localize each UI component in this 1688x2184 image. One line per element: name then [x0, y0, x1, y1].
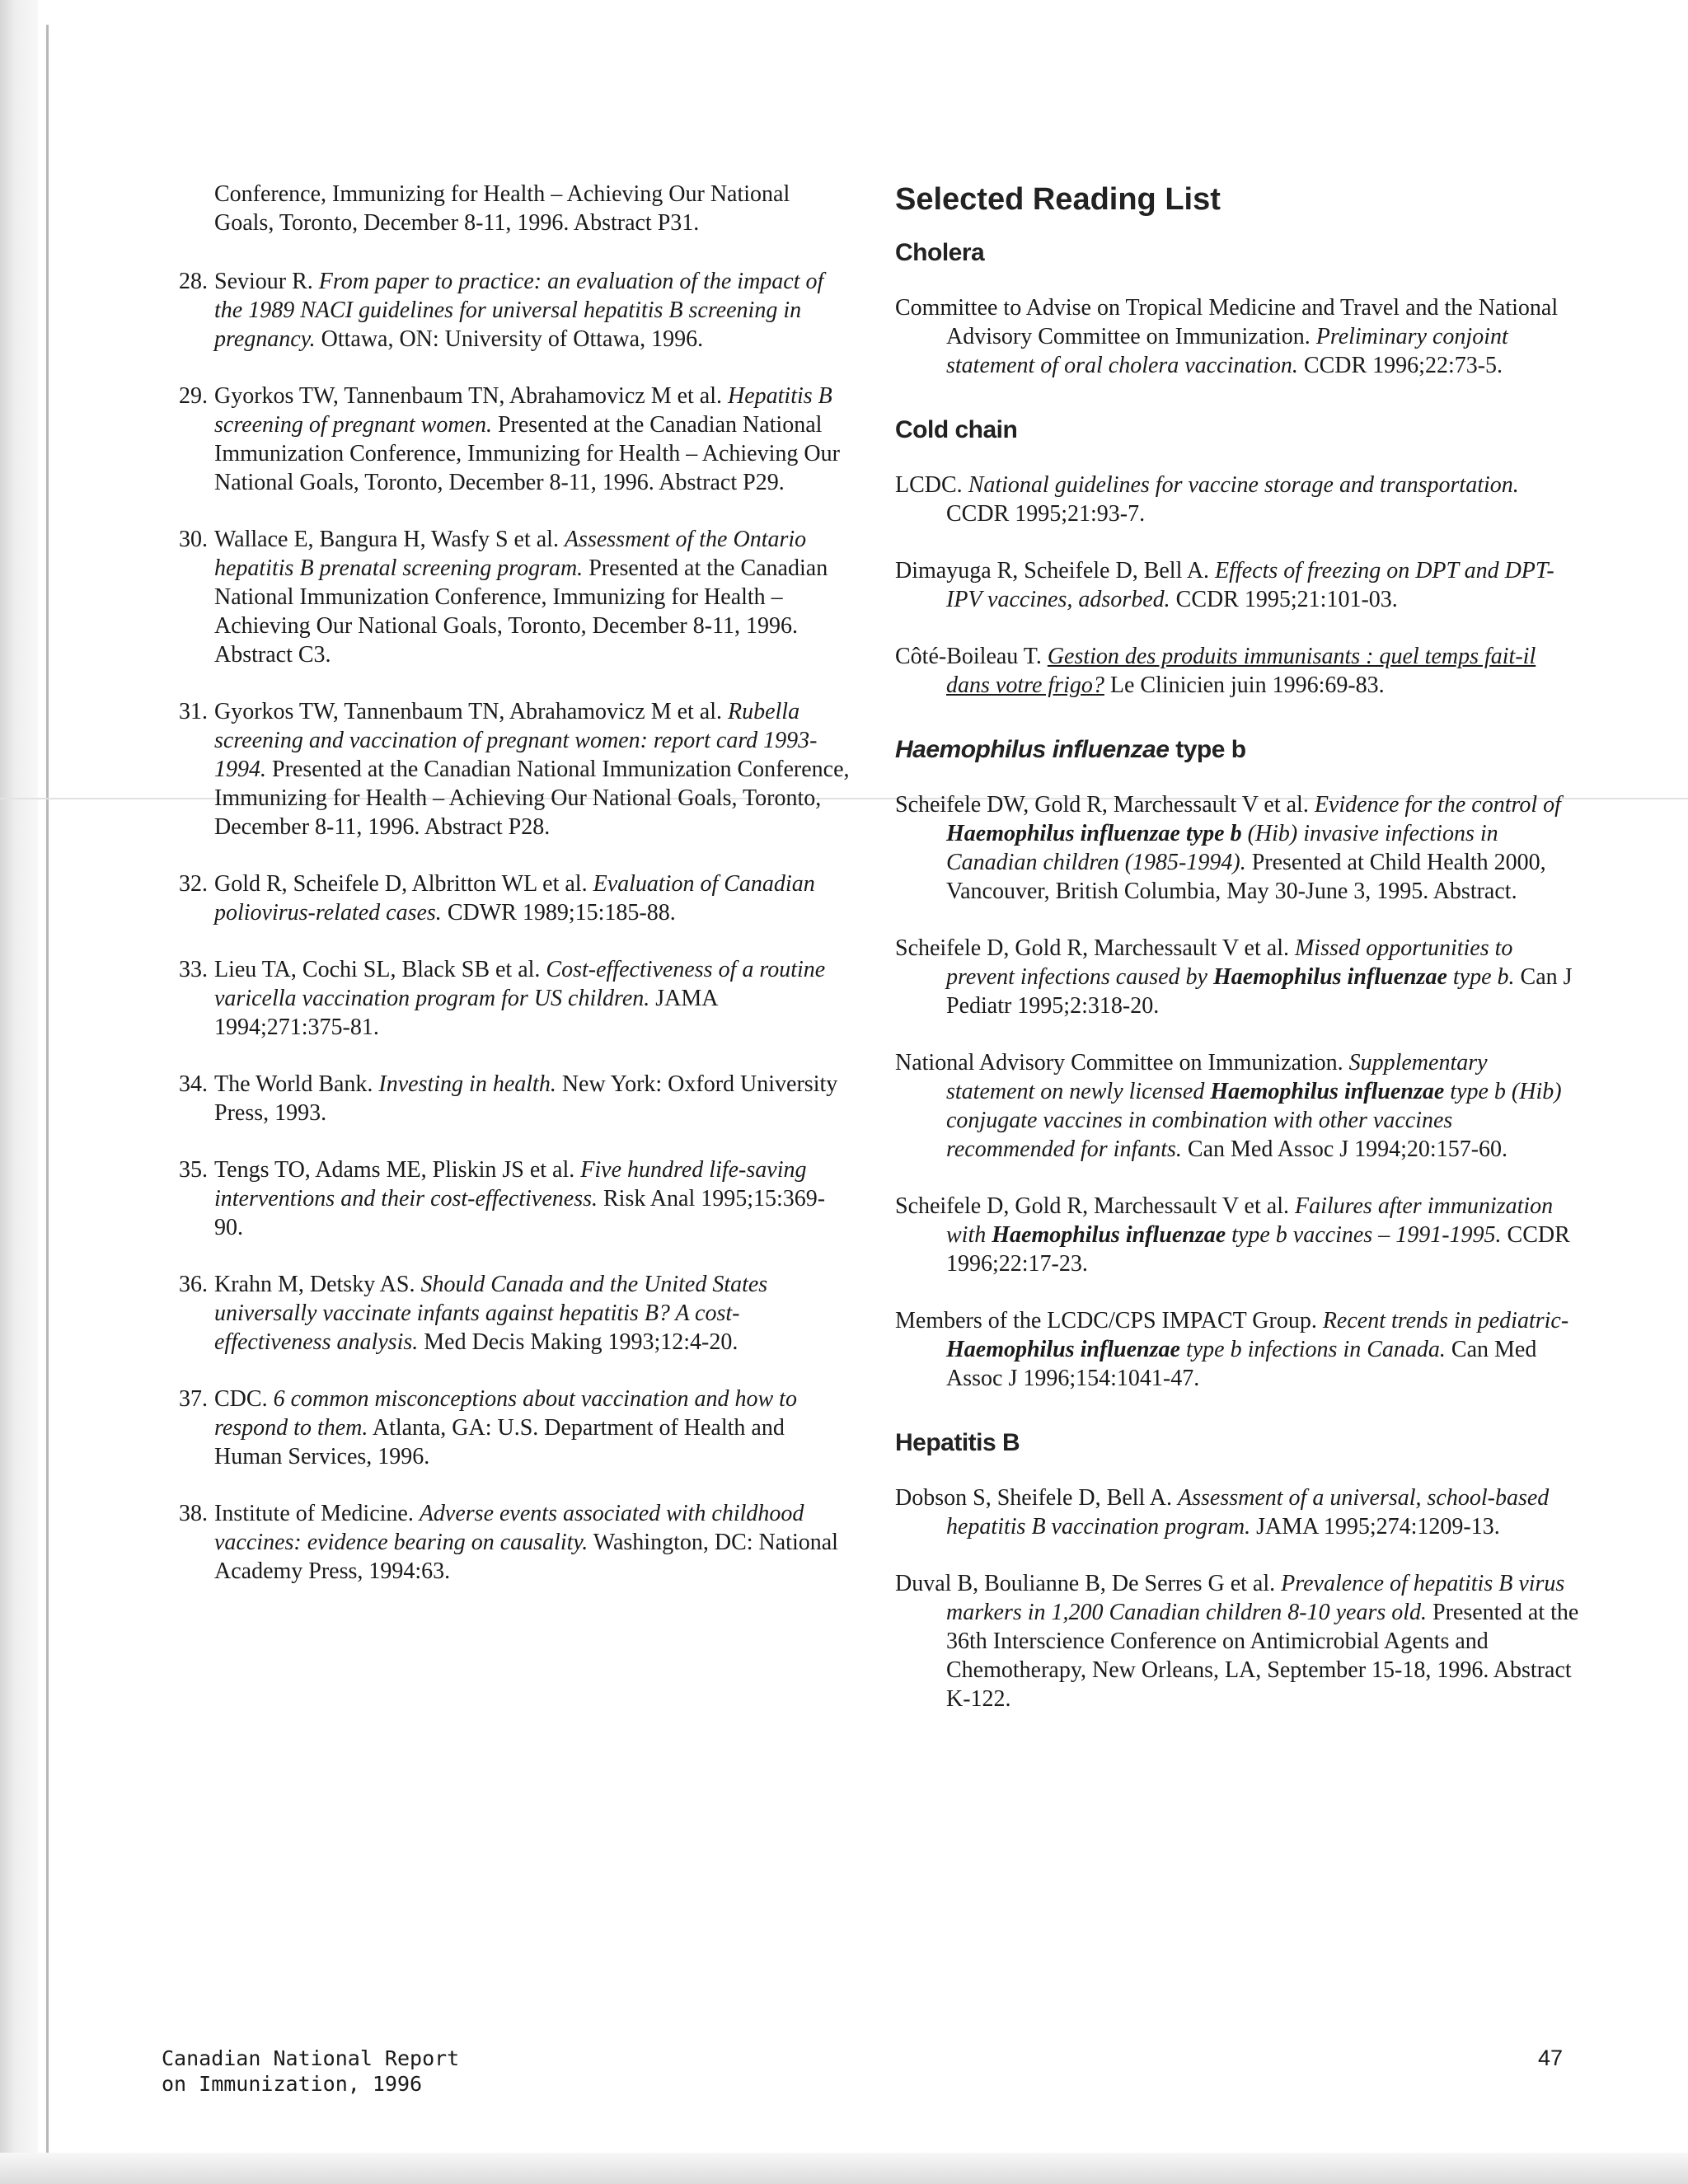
reference-source: New York: Oxford University Press, 1993. [214, 1071, 838, 1126]
reference-source: Presented at the Canadian National Immunization Conference, Immunizing for Health – Achieving Our National Goals, Toronto, December 8-11, 1996. Abstract P28. [214, 757, 850, 840]
reference-title: 6 common misconceptions about vaccination and how to respond to them. [214, 1386, 797, 1441]
reference-authors: Wallace E, Bangura H, Wasfy S et al. [214, 527, 565, 552]
reading-list-column [895, 180, 1579, 1741]
entry-title: Missed opportunities to prevent infections caused by [946, 935, 1513, 990]
page-number: 47 [1538, 2046, 1564, 2070]
entry-title-end: type b vaccines – 1991-1995. [1226, 1222, 1502, 1248]
reading-entry [895, 1306, 1579, 1393]
entry-title: Evidence for the control of [1314, 792, 1561, 818]
entry-authors: LCDC. [895, 472, 968, 498]
reference-title: From paper to practice: an evaluation of the impact of the 1989 NACI guidelines for universal hepatitis B screening in pregnancy. [214, 269, 824, 352]
reference-item [175, 1385, 851, 1471]
reference-number: 34 . [162, 1070, 208, 1099]
entry-organism: Haemophilus influenzae type b [946, 821, 1242, 846]
reference-number: 29 . [162, 382, 208, 410]
entry-title: Recent trends in pediatric- [1322, 1308, 1569, 1333]
reference-source: Atlanta, GA: U.S. Department of Health and Human Services, 1996. [214, 1415, 785, 1469]
entry-authors: Scheifele D, Gold R, Marchessault V et al. [895, 1193, 1295, 1219]
reference-authors: Lieu TA, Cochi SL, Black SB et al. [214, 957, 546, 982]
entry-authors: Scheifele D, Gold R, Marchessault V et al. [895, 935, 1295, 961]
reading-entry [895, 471, 1579, 528]
entry-title: Supplementary statement on newly licensed [946, 1050, 1488, 1104]
reference-title: Evaluation of Canadian poliovirus-related cases. [214, 871, 815, 926]
reading-entry [895, 293, 1579, 380]
references-column [175, 180, 851, 1614]
scan-shadow-bottom [0, 2153, 1688, 2184]
entry-authors: Dimayuga R, Scheifele D, Bell A. [895, 558, 1216, 583]
reference-authors: Gold R, Scheifele D, Albritton WL et al. [214, 871, 593, 897]
entry-authors: Côté-Boileau T. [895, 644, 1048, 669]
reference-title: Assessment of the Ontario hepatitis B prenatal screening program. [214, 527, 807, 581]
entry-source: CCDR 1996;22:73-5. [1297, 353, 1503, 378]
entry-source: Can Med Assoc J 1994;20:157-60. [1181, 1137, 1508, 1162]
entry-source: Presented at the 36th Interscience Conference on Antimicrobial Agents and Chemotherapy, New Orleans, LA, September 15-18, 1996. Abstract K-122. [946, 1600, 1579, 1712]
entry-title: Preliminary conjoint statement of oral cholera vaccination. [946, 324, 1508, 378]
reference-number: 35 . [162, 1155, 208, 1184]
reference-item [175, 382, 851, 497]
entry-source: JAMA 1995;274:1209-13. [1250, 1514, 1500, 1540]
reference-item [175, 525, 851, 669]
reference-number: 30 . [162, 525, 208, 554]
reference-item [175, 1270, 851, 1357]
reading-entry [895, 790, 1579, 906]
reference-title: Adverse events associated with childhood vaccines: evidence bearing on causality. [214, 1501, 804, 1555]
reference-number: 38 . [162, 1499, 208, 1528]
section-heading-cholera: Cholera [895, 239, 985, 266]
entry-source: CCDR 1995;21:93-7. [946, 501, 1146, 527]
entry-title: Prevalence of hepatitis B virus markers in 1,200 Canadian children 8-10 years old. [946, 1571, 1565, 1625]
reference-item [175, 869, 851, 927]
reading-entry [895, 556, 1579, 614]
reference-title: Five hundred life-saving interventions and their cost-effectiveness. [214, 1157, 807, 1212]
section-heading-organism: Haemophilus influenzae [895, 736, 1170, 763]
entry-title-end: type b infections in Canada. [1179, 1337, 1446, 1362]
reference-source: Presented at the Canadian National Immunization Conference, Immunizing for Health – Achieving Our National Goals, Toronto, December 8-11, 1996. Abstract P29. [214, 412, 840, 495]
reference-number: 28 . [162, 267, 208, 296]
entry-source: Can J Pediatr 1995;2:318-20. [946, 964, 1573, 1019]
reference-authors: Gyorkos TW, Tannenbaum TN, Abrahamovicz M et al. [214, 699, 728, 724]
scan-shadow-left [0, 0, 38, 2184]
entry-source: Can Med Assoc J 1996;154:1041-47. [946, 1337, 1537, 1391]
reference-title: Hepatitis B screening of pregnant women. [214, 383, 832, 438]
entry-title: National guidelines for vaccine storage and transportation. [968, 472, 1519, 498]
entry-title: Failures after immunization with [946, 1193, 1554, 1248]
reference-source: JAMA 1994;271:375-81. [214, 986, 717, 1040]
entry-organism: Haemophilus influenzae [1212, 964, 1447, 990]
entry-organism: Haemophilus influenzae [1210, 1079, 1445, 1104]
reference-number: 32 . [162, 869, 208, 898]
reference-number: 33 . [162, 955, 208, 984]
entry-title-end: (Hib) invasive infections in Canadian children (1985-1994). [946, 821, 1498, 875]
entry-authors: Duval B, Boulianne B, De Serres G et al. [895, 1571, 1282, 1596]
reading-entry [895, 642, 1579, 700]
reference-authors: CDC. [214, 1386, 274, 1412]
reference-item [175, 267, 851, 354]
entry-organism: Haemophilus influenzae [992, 1222, 1226, 1248]
entry-source: Le Clinicien juin 1996:69-83. [1104, 673, 1385, 698]
entry-source: Presented at Child Health 2000, Vancouver, British Columbia, May 30-June 3, 1995. Abstract. [946, 850, 1546, 904]
reference-number: 31 . [162, 697, 208, 726]
entry-source: CCDR 1995;21:101-03. [1170, 587, 1398, 612]
section-heading-cold-chain: Cold chain [895, 416, 1018, 443]
reference-title: Should Canada and the United States universally vaccinate infants against hepatitis B? A cost-effectiveness analysis. [214, 1272, 768, 1355]
section-heading-hepatitis-b: Hepatitis B [895, 1429, 1020, 1456]
reference-authors: Seviour R. [214, 269, 319, 294]
entry-title: Gestion des produits immunisants : quel temps fait-il dans votre frigo? [946, 644, 1536, 698]
entry-authors: Dobson S, Sheifele D, Bell A. [895, 1485, 1178, 1511]
section-heading-suffix: type b [1169, 736, 1246, 763]
reading-entry [895, 1192, 1579, 1278]
reference-source: Washington, DC: National Academy Press, 1994:63. [214, 1530, 838, 1584]
reference-item [175, 1155, 851, 1242]
reading-entry [895, 1048, 1579, 1164]
reference-item [175, 955, 851, 1042]
reading-list-heading: Selected Reading List [895, 182, 1221, 217]
reference-source: Presented at the Canadian National Immunization Conference, Immunizing for Health – Achieving Our National Goals, Toronto, December 8-11, 1996. Abstract C3. [214, 555, 828, 668]
reference-number: 36 . [162, 1270, 208, 1299]
footer-line-2: on Immunization, 1996 [162, 2072, 423, 2096]
reference-source: CDWR 1989;15:185-88. [441, 900, 676, 926]
section-heading-hib [895, 734, 1579, 766]
reference-title: Rubella screening and vaccination of pregnant women: report card 1993-1994. [214, 699, 818, 782]
entry-authors: Scheifele DW, Gold R, Marchessault V et al. [895, 792, 1315, 818]
reference-item [175, 1499, 851, 1586]
reference-authors: Gyorkos TW, Tannenbaum TN, Abrahamovicz M et al. [214, 383, 728, 409]
reading-entry [895, 1483, 1579, 1541]
reference-source: Ottawa, ON: University of Ottawa, 1996. [315, 326, 704, 352]
entry-title-end: type b. [1447, 964, 1515, 990]
reference-continuation: Conference, Immunizing for Health – Achieving Our National Goals, Toronto, December 8-11, 1996. Abstract P31. [214, 181, 790, 236]
entry-authors: National Advisory Committee on Immunization. [895, 1050, 1349, 1076]
entry-title-end: type b (Hib) conjugate vaccines in combination with other vaccines recommended for infants. [946, 1079, 1562, 1162]
reference-number: 37 . [162, 1385, 208, 1413]
reference-item [175, 697, 851, 841]
reading-entry [895, 1569, 1579, 1713]
reading-entry [895, 934, 1579, 1020]
entry-authors: Committee to Advise on Tropical Medicine and Travel and the National Advisory Committee on Immunization. [895, 295, 1559, 349]
reference-authors: Krahn M, Detsky AS. [214, 1272, 421, 1297]
reference-title: Investing in health. [378, 1071, 556, 1097]
reference-authors: Tengs TO, Adams ME, Pliskin JS et al. [214, 1157, 581, 1183]
footer-line-1: Canadian National Report [162, 2046, 460, 2070]
entry-source: CCDR 1996;22:17-23. [946, 1222, 1570, 1277]
entry-organism: Haemophilus influenzae [946, 1337, 1180, 1362]
reference-item [175, 1070, 851, 1127]
reference-authors: The World Bank. [214, 1071, 379, 1097]
footer-report-title [162, 2046, 459, 2097]
reference-authors: Institute of Medicine. [214, 1501, 420, 1526]
reference-source: Risk Anal 1995;15:369-90. [214, 1186, 826, 1240]
entry-title: Assessment of a universal, school-based hepatitis B vaccination program. [946, 1485, 1550, 1540]
reference-title: Cost-effectiveness of a routine varicella vaccination program for US children. [214, 957, 826, 1011]
reference-source: Med Decis Making 1993;12:4-20. [418, 1329, 738, 1355]
entry-title: Effects of freezing on DPT and DPT-IPV vaccines, adsorbed. [946, 558, 1554, 612]
entry-authors: Members of the LCDC/CPS IMPACT Group. [895, 1308, 1323, 1333]
scan-edge-line [46, 25, 49, 2168]
